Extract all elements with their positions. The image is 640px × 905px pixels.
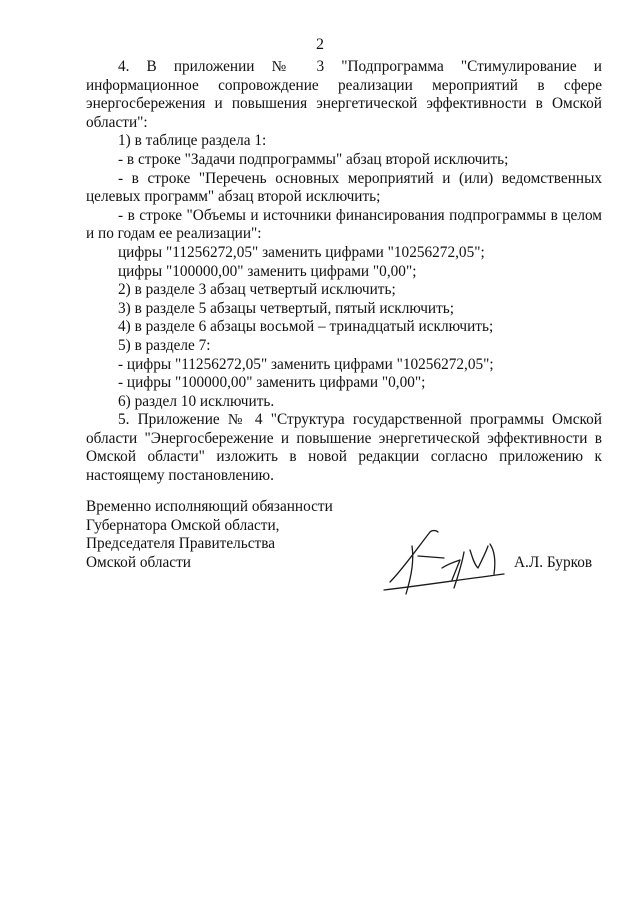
paragraph-section-6: 4) в разделе 6 абзацы восьмой – тринадцатый исключить; [118,318,494,336]
paragraph-section-10: 6) раздел 10 исключить. [118,392,275,410]
paragraph-section-3: 2) в разделе 3 абзац четвертый исключить; [118,281,396,299]
signatory-line: Омской области [86,553,191,571]
paragraph-item-5: 5. Приложение № 4 "Структура государственной программы Омской области "Энергосбережение и повышение энергетической эффективности в Омской области" изложить в новой редакции согласно приложению к настоящему постановлению. [86,411,602,485]
paragraph-table-section-1: 1) в таблице раздела 1: [118,132,267,150]
paragraph-financing-row: - в строке "Объемы и источники финансирования подпрограммы в целом и по годам ее реализации": [86,206,602,243]
paragraph-section-7-figures-2: - цифры "100000,00" заменить цифрами "0,00"; [118,374,426,392]
paragraph-item-4: 4. В приложении № 3 "Подпрограмма "Стимулирование и информационное сопровождение реализации мероприятий в сфере энергосбережения и повышения энергетической эффективности в Омской области": [86,58,602,131]
signatory-line: Губернатора Омской области, [86,516,280,534]
handwritten-signature [378,520,528,600]
signatory-line: Временно исполняющий обязанности [86,498,333,515]
signatory-title [86,498,386,572]
page-number: 2 [316,36,324,53]
paragraph-tasks-row: - в строке "Задачи подпрограммы" абзац второй исключить; [118,150,509,168]
paragraph-figures-1: цифры "11256272,05" заменить цифрами "10256272,05"; [118,243,485,261]
paragraph-measures-row: - в строке "Перечень основных мероприятий и (или) ведомственных целевых программ" абзац второй исключить; [86,169,602,206]
signatory-line: Председателя Правительства [86,535,276,553]
document-body [86,58,602,486]
paragraph-section-7: 5) в разделе 7: [118,336,211,354]
signatory-name: А.Л. Бурков [514,554,593,571]
paragraph-figures-2: цифры "100000,00" заменить цифрами "0,00"; [118,262,417,280]
paragraph-section-5: 3) в разделе 5 абзацы четвертый, пятый исключить; [118,299,455,317]
paragraph-section-7-figures-1: - цифры "11256272,05" заменить цифрами "10256272,05"; [118,355,494,373]
